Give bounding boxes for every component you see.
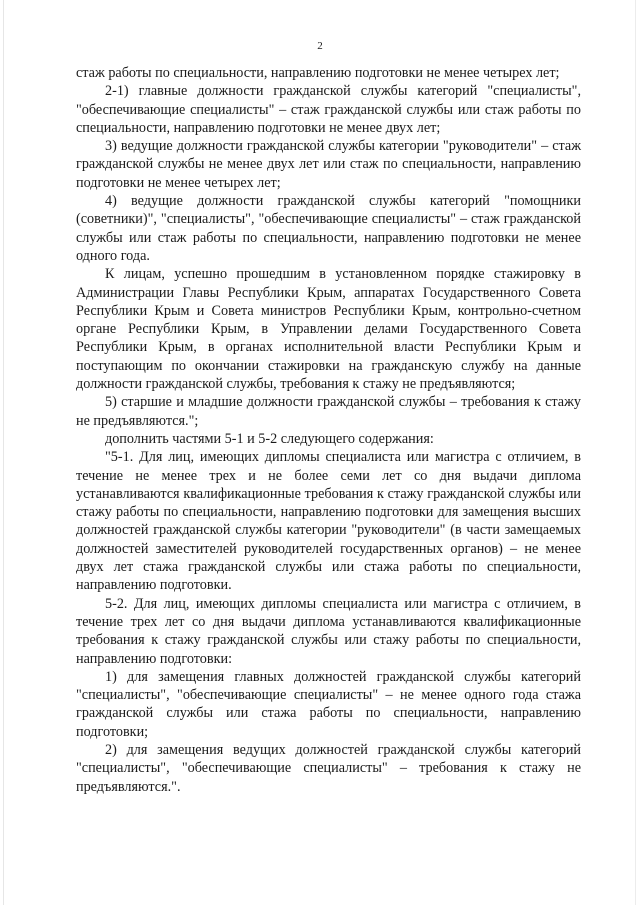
paragraph-item-4: 4) ведущие должности гражданской службы категорий "помощники (советники)", "специалисты", "обеспечивающие специалисты" – стаж гражданской службы или стаж работы по специальности, направлению подготовки не менее одного года.: [76, 193, 581, 264]
paragraph-part-5-1: "5-1. Для лиц, имеющих дипломы специалиста или магистра с отличием, в течение не менее трех и не более семи лет со дня выдачи диплома устанавливаются квалификационные требования к стажу гражданской службы или стажу работы по специальности, направлению подготовки для замещения высших должностей гражданской службы категории "руководители" (в части замещаемых должностей заместителей руководителей государственных органов) – не менее двух лет стажа гражданской службы или стажа работы по специальности, направлению подготовки.: [76, 449, 581, 594]
paragraph-part-5-2-item-2: 2) для замещения ведущих должностей гражданской службы категорий "специалисты", "обеспечивающие специалисты" – требования к стажу не предъявляются.".: [76, 741, 581, 795]
page-number: 2: [317, 40, 323, 52]
paragraph-item-5: 5) старшие и младшие должности гражданской службы – требования к стажу не предъявляются.";: [76, 394, 581, 429]
paragraph-continuation: стаж работы по специальности, направлению подготовки не менее четырех лет;: [76, 65, 560, 81]
paragraph-item-3: 3) ведущие должности гражданской службы категории "руководители" – стаж гражданской службы не менее двух лет или стаж по специальности, направлению подготовки не менее четырех лет;: [76, 138, 581, 191]
scan-edge-left: [3, 0, 4, 905]
paragraph-part-5-2-item-1: 1) для замещения главных должностей гражданской службы категорий "специалисты", "обеспечивающие специалисты" – не менее одного года стажа гражданской службы или стажа работы по специальности, направлению подготовки;: [76, 668, 581, 740]
paragraph-item-2-1: 2-1) главные должности гражданской службы категорий "специалисты", "обеспечивающие специалисты" – стаж гражданской службы или стаж работы по специальности, направлению подготовки не менее двух лет;: [76, 83, 581, 136]
paragraph-internship: К лицам, успешно прошедшим в установленном порядке стажировку в Администрации Главы Республики Крым, аппаратах Государственного Совета Республики Крым и Совета министров Республики Крым, контрольно-счетном органе Республики Крым, в Управлении делами Государственного Совета Республики Крым, в органах исполнительной власти Республики Крым и поступающим по окончании стажировки на гражданскую службу на данные должности гражданской службы, требования к стажу не предъявляются;: [76, 266, 581, 393]
paragraph-part-5-2: 5-2. Для лиц, имеющих дипломы специалиста или магистра с отличием, в течение трех лет со дня выдачи диплома устанавливаются квалификационные требования к стажу гражданской службы или стажу работы по специальности, направлению подготовки:: [76, 595, 581, 667]
document-body: [76, 64, 581, 796]
paragraph-amendment-intro: дополнить частями 5-1 и 5-2 следующего содержания:: [105, 430, 434, 447]
scan-edge-right: [635, 0, 636, 905]
